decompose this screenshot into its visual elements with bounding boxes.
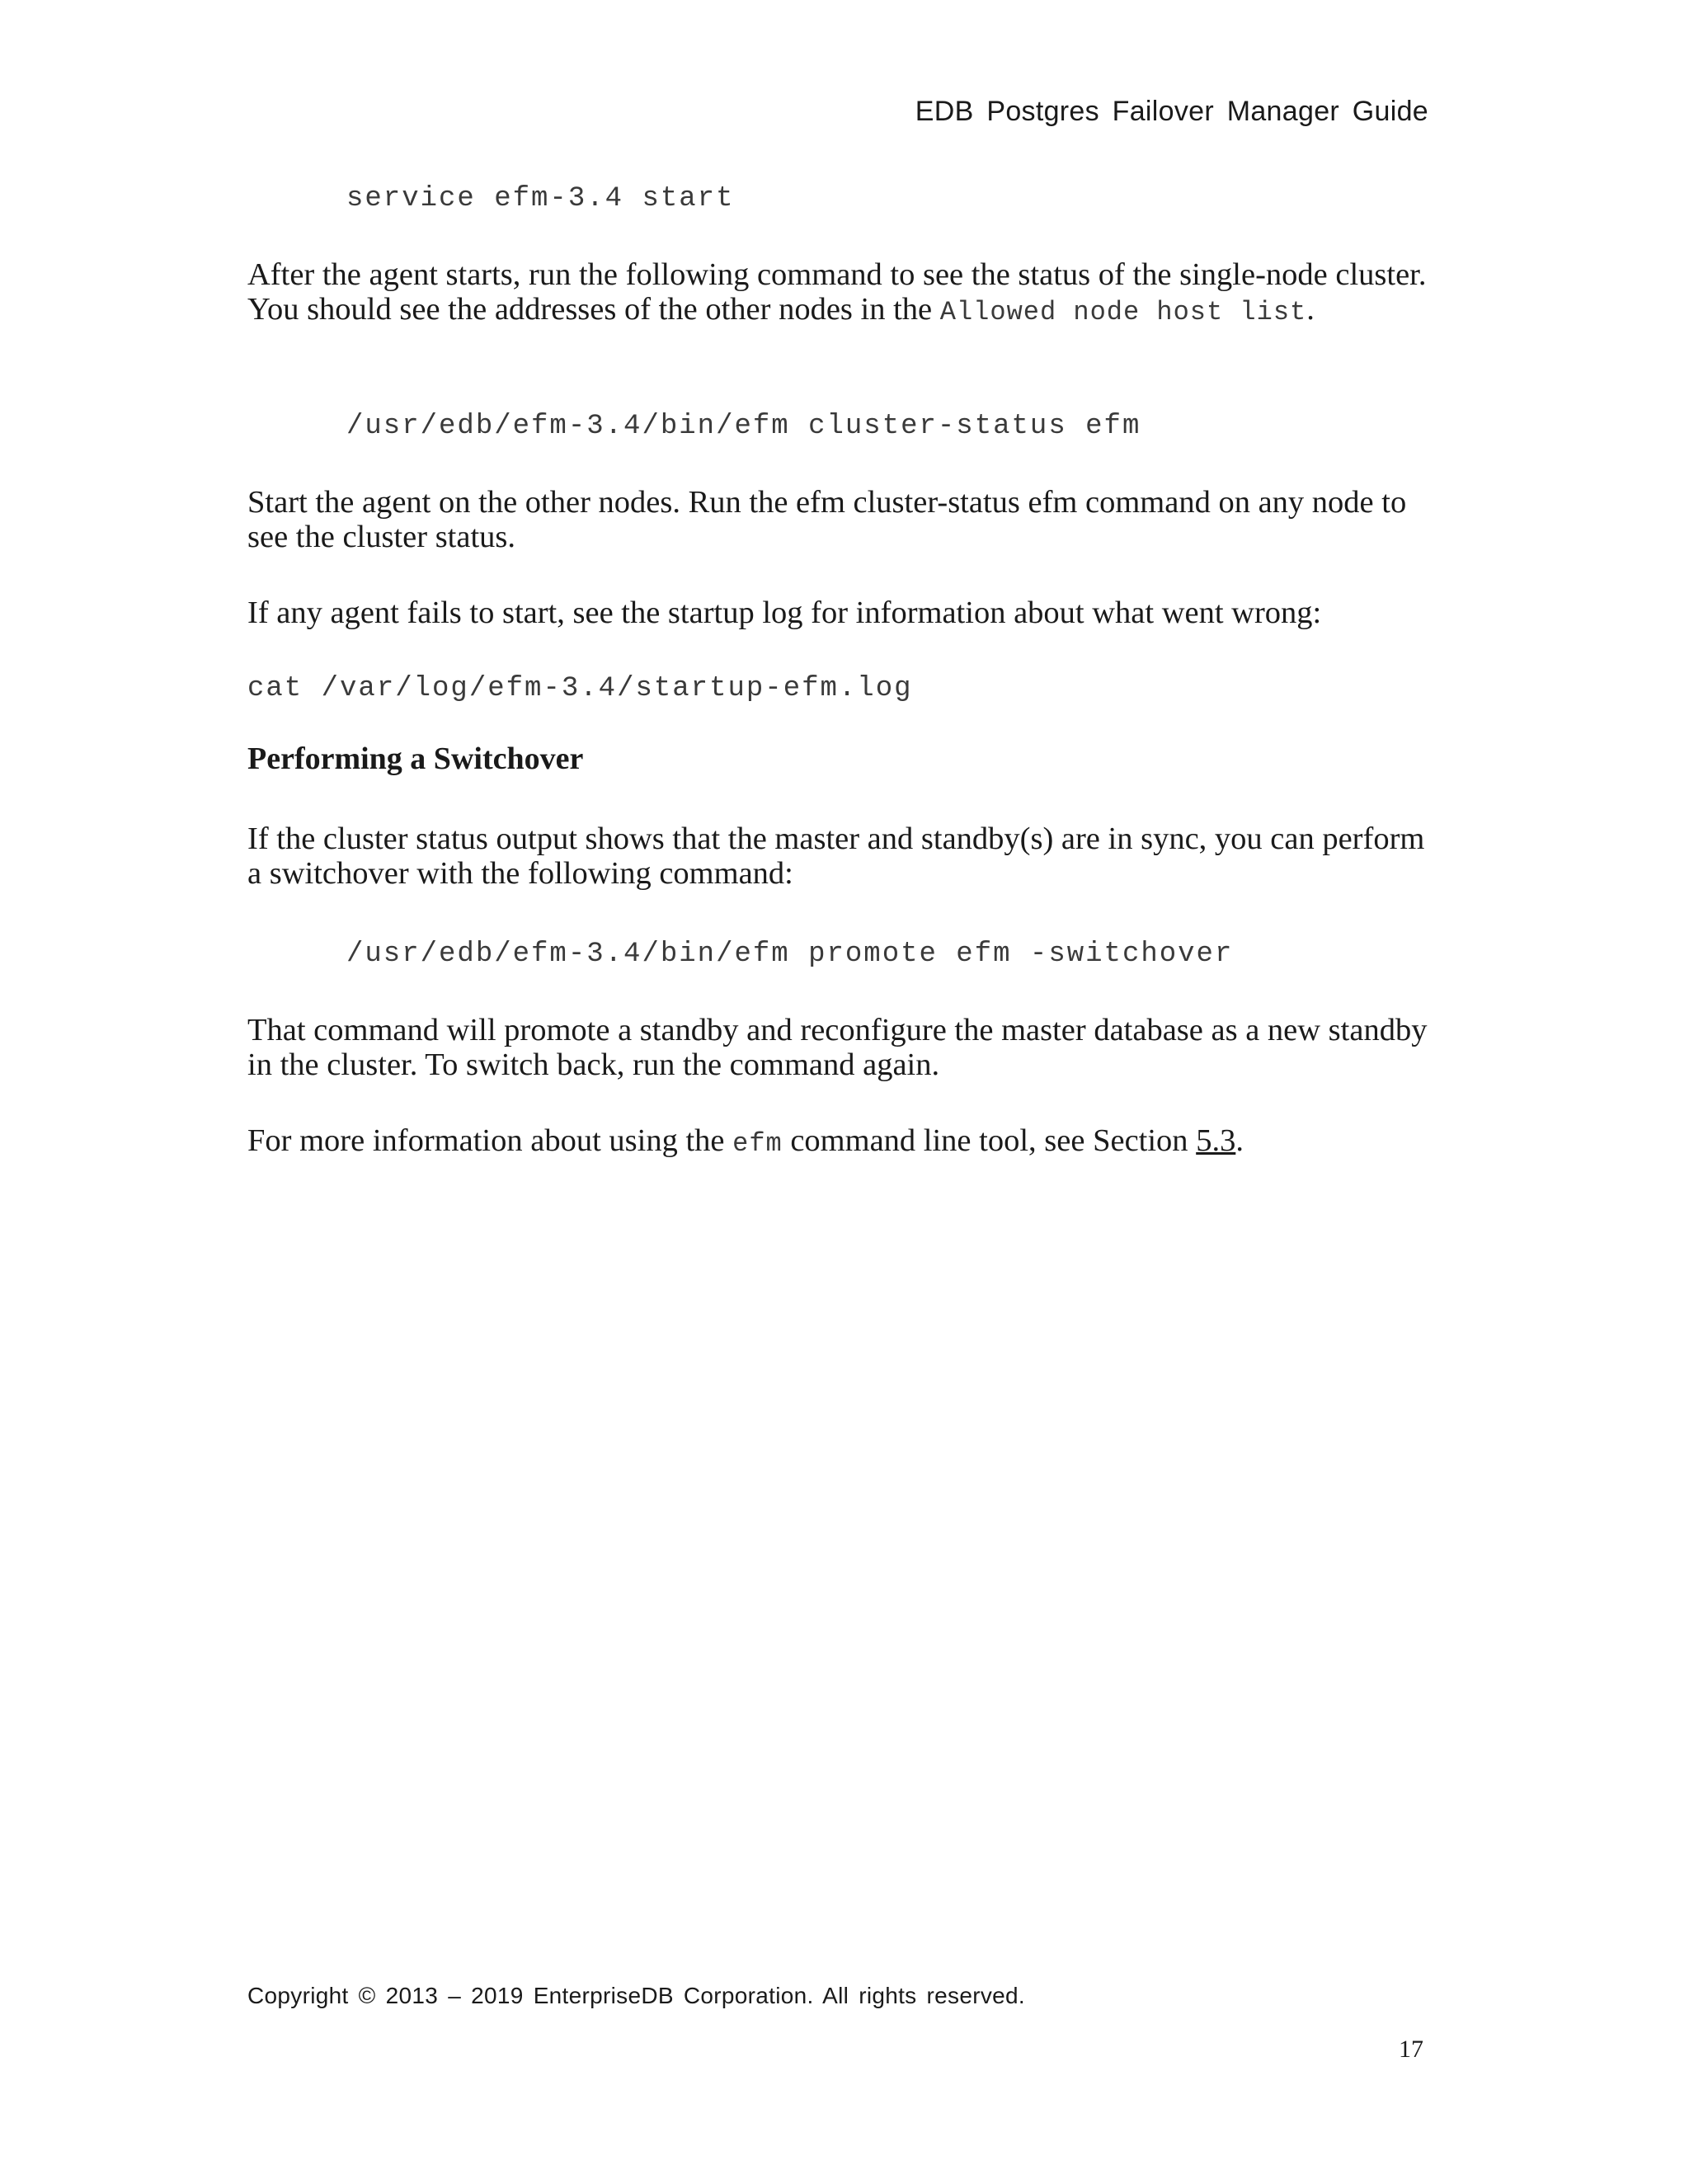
paragraph-agent-fails-text: If any agent fails to start, see the startup log for information about what went wrong: xyxy=(247,595,1322,630)
section-link[interactable]: 5.3 xyxy=(1196,1123,1236,1158)
more-info-after: . xyxy=(1235,1123,1244,1158)
running-header: EDB Postgres Failover Manager Guide xyxy=(915,96,1428,127)
page-number: 17 xyxy=(1399,2036,1423,2063)
command-cluster-status: /usr/edb/efm-3.4/bin/efm cluster-status efm xyxy=(346,411,1141,442)
heading-performing-switchover: Performing a Switchover xyxy=(247,741,584,776)
command-service-start: service efm-3.4 start xyxy=(346,183,735,214)
paragraph-agent-starts xyxy=(247,257,1435,330)
inline-code-allowed-node-host-list: Allowed node host list xyxy=(939,297,1307,327)
paragraph-cluster-in-sync-text: If the cluster status output shows that the master and standby(s) are in sync, you can perform a switchover with the following command: xyxy=(247,821,1425,891)
paragraph-more-information xyxy=(247,1123,1435,1161)
command-cat-startup-log: cat /var/log/efm-3.4/startup-efm.log xyxy=(247,673,913,704)
paragraph-agent-fails xyxy=(247,595,1435,630)
command-promote-switchover: /usr/edb/efm-3.4/bin/efm promote efm -switchover xyxy=(346,939,1234,970)
paragraph-cluster-in-sync xyxy=(247,821,1435,891)
section-heading xyxy=(247,741,1435,777)
copyright-footer: Copyright © 2013 – 2019 EnterpriseDB Corporation. All rights reserved. xyxy=(247,1983,1025,2008)
paragraph-agent-starts-end: . xyxy=(1306,292,1315,327)
paragraph-start-other-nodes xyxy=(247,485,1435,554)
paragraph-agent-starts-body: After the agent starts, run the following command to see the status of the single-node cluster. You should see the addresses of the other nodes in the xyxy=(247,257,1427,327)
paragraph-more-information-text xyxy=(247,1123,1435,1161)
more-info-before: For more information about using the xyxy=(247,1123,733,1158)
paragraph-start-other-nodes-text: Start the agent on the other nodes. Run the efm cluster-status efm command on any node to see the cluster status. xyxy=(247,485,1407,554)
more-info-middle: command line tool, see Section xyxy=(782,1123,1197,1158)
paragraph-agent-starts-text xyxy=(247,257,1435,330)
paragraph-promote-standby-text: That command will promote a standby and reconfigure the master database as a new standby in the cluster. To switch back, run the command again. xyxy=(247,1013,1428,1082)
inline-code-efm: efm xyxy=(732,1128,783,1159)
paragraph-promote-standby xyxy=(247,1013,1435,1082)
